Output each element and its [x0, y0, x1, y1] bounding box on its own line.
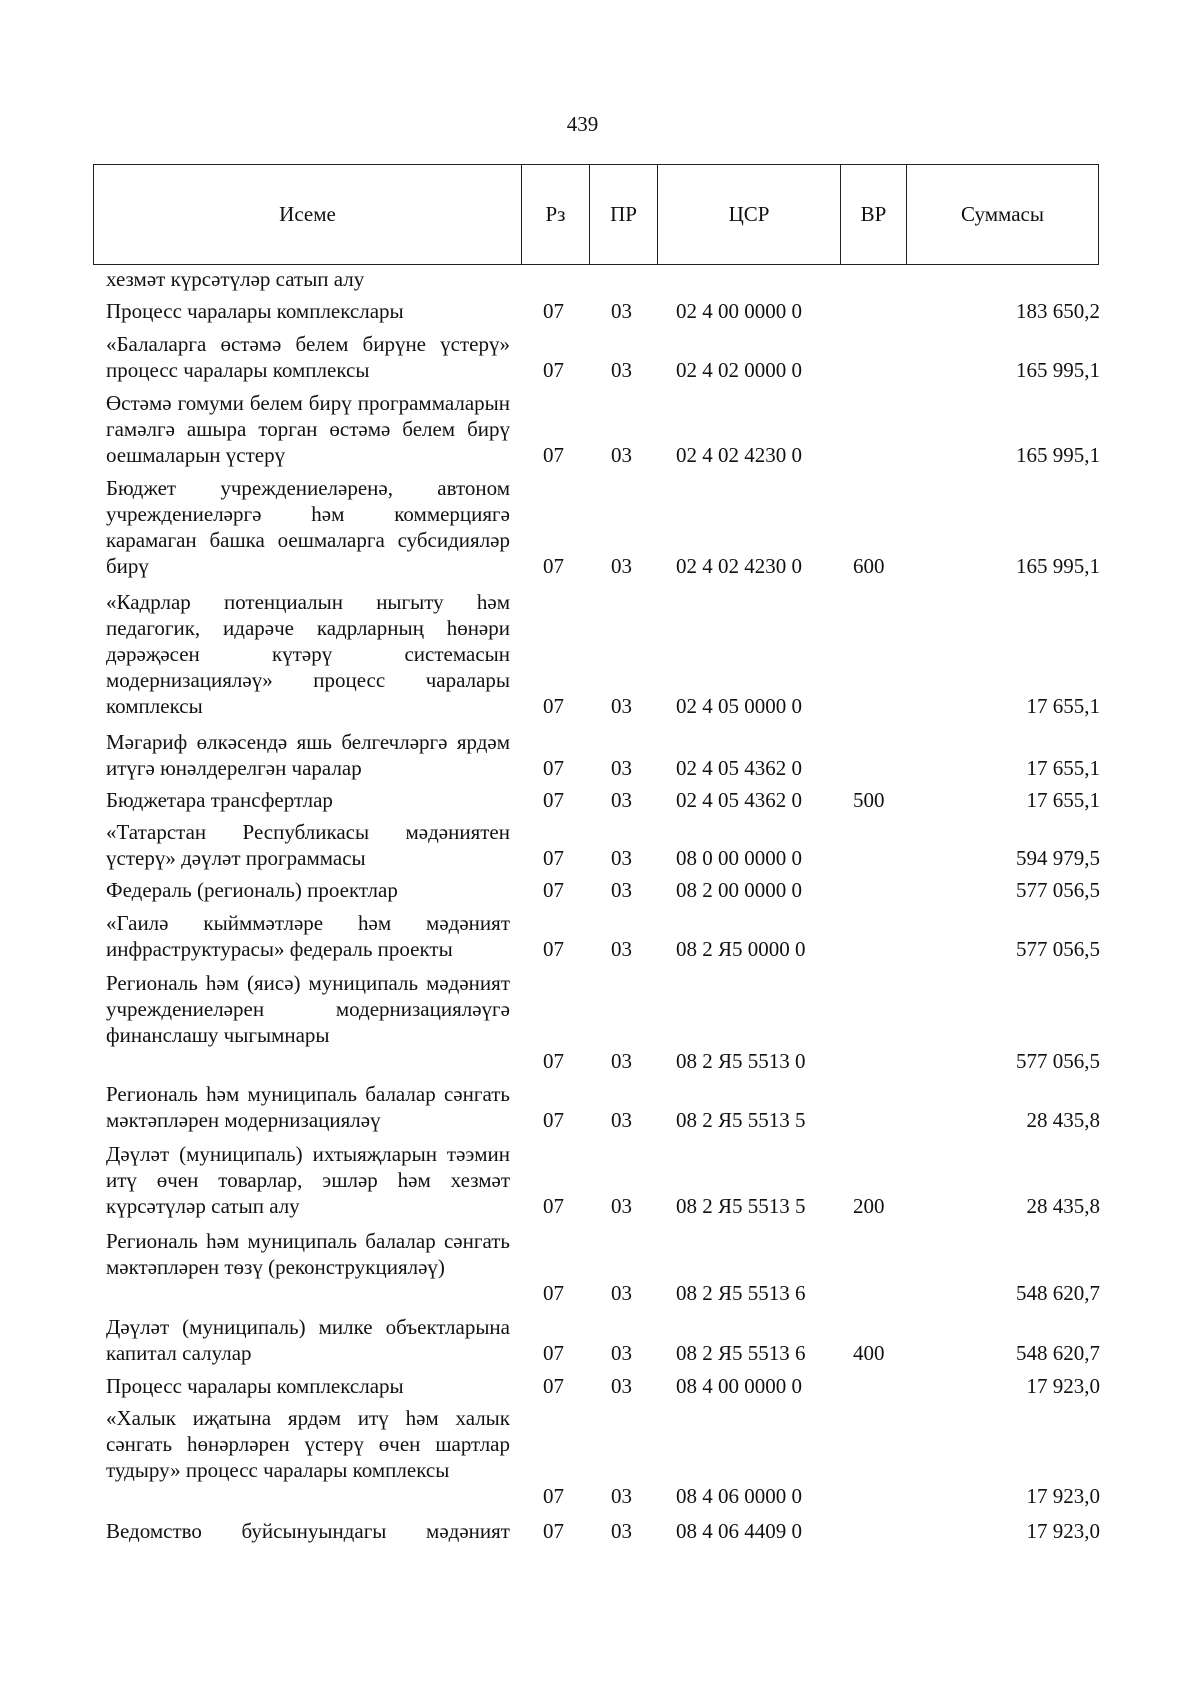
- header-csr: ЦСР: [657, 165, 840, 264]
- row-csr: 08 4 06 4409 0: [676, 1519, 802, 1543]
- table-row: [0, 1314, 1200, 1366]
- table-row: [0, 1405, 1200, 1509]
- row-csr: 08 2 Я5 0000 0: [676, 937, 806, 961]
- row-csr: 08 0 00 0000 0: [676, 846, 802, 870]
- row-sum: 28 435,8: [1026, 1108, 1100, 1132]
- row-rz: 07: [543, 1049, 564, 1073]
- row-pr: 03: [611, 788, 632, 812]
- header-vr: ВР: [840, 165, 906, 264]
- row-name: Ведомство буйсынуындагы мәдәният: [106, 1519, 510, 1543]
- row-vr: 600: [853, 554, 885, 578]
- table-row: [0, 910, 1200, 962]
- row-sum: 183 650,2: [1016, 299, 1100, 323]
- header-sum: Суммасы: [906, 165, 1098, 264]
- row-rz: 07: [543, 1374, 564, 1398]
- row-pr: 03: [611, 1519, 632, 1543]
- table-row: [0, 1081, 1200, 1133]
- row-name: Федераль (региональ) проектлар: [106, 878, 398, 902]
- row-csr: 02 4 00 0000 0: [676, 299, 802, 323]
- row-name: Процесс чаралары комплекслары: [106, 1374, 404, 1398]
- row-sum: 17 923,0: [1026, 1484, 1100, 1508]
- row-csr: 08 2 Я5 5513 0: [676, 1049, 806, 1073]
- row-csr: 08 2 Я5 5513 5: [676, 1194, 806, 1218]
- row-name: Дәүләт (муниципаль) ихтыяҗларын тәэмин итү өчен товарлар, эшләр һәм хезмәт күрсәтүләр сатып алу: [106, 1142, 510, 1218]
- row-name: Региональ һәм муниципаль балалар сәнгать мәктәпләрен модернизацияләү: [106, 1082, 510, 1132]
- row-pr: 03: [611, 1108, 632, 1132]
- row-csr: 02 4 05 0000 0: [676, 694, 802, 718]
- table-row: [0, 970, 1200, 1074]
- row-pr: 03: [611, 443, 632, 467]
- row-rz: 07: [543, 299, 564, 323]
- row-sum: 577 056,5: [1016, 937, 1100, 961]
- row-pr: 03: [611, 299, 632, 323]
- row-pr: 03: [611, 694, 632, 718]
- table-row: [0, 787, 1200, 813]
- row-pr: 03: [611, 878, 632, 902]
- row-name: Дәүләт (муниципаль) милке объектларына капитал салулар: [106, 1315, 510, 1365]
- row-pr: 03: [611, 937, 632, 961]
- row-sum: 577 056,5: [1016, 1049, 1100, 1073]
- row-sum: 17 655,1: [1026, 788, 1100, 812]
- row-sum: 17 923,0: [1026, 1519, 1100, 1543]
- table-row: [0, 1228, 1200, 1306]
- row-rz: 07: [543, 1281, 564, 1305]
- row-pr: 03: [611, 756, 632, 780]
- row-name: Бюджетара трансфертлар: [106, 788, 333, 812]
- row-csr: 02 4 05 4362 0: [676, 788, 802, 812]
- row-csr: 08 4 06 0000 0: [676, 1484, 802, 1508]
- row-rz: 07: [543, 554, 564, 578]
- row-rz: 07: [543, 937, 564, 961]
- table-row: [0, 1141, 1200, 1219]
- table-row: [0, 298, 1200, 324]
- row-sum: 17 655,1: [1026, 694, 1100, 718]
- header-name: Исеме: [279, 202, 336, 226]
- row-pr: 03: [611, 1194, 632, 1218]
- row-sum: 28 435,8: [1026, 1194, 1100, 1218]
- row-name: Бюджет учреждениеләренә, автоном учреждениеләргә һәм коммерциягә карамаган башка оешмаларга субсидияләр бирү: [106, 476, 510, 578]
- row-rz: 07: [543, 1194, 564, 1218]
- row-csr: 02 4 02 4230 0: [676, 443, 802, 467]
- table-row: [0, 475, 1200, 579]
- row-name: хезмәт күрсәтүләр сатып алу: [106, 267, 365, 291]
- row-name: Региональ һәм муниципаль балалар сәнгать мәктәпләрен төзү (реконструкцияләү): [106, 1229, 510, 1279]
- row-sum: 577 056,5: [1016, 878, 1100, 902]
- row-csr: 02 4 05 4362 0: [676, 756, 802, 780]
- row-sum: 548 620,7: [1016, 1281, 1100, 1305]
- row-sum: 165 995,1: [1016, 554, 1100, 578]
- row-name: Региональ һәм (яисә) муниципаль мәдәният учреждениеләрен модернизацияләүгә финанслашу чыгымнары: [106, 971, 510, 1047]
- table-row: [0, 331, 1200, 383]
- row-rz: 07: [543, 878, 564, 902]
- table-row: [0, 1373, 1200, 1399]
- row-pr: 03: [611, 358, 632, 382]
- row-rz: 07: [543, 1341, 564, 1365]
- table-row: [0, 1518, 1200, 1544]
- row-name: «Халык иҗатына ярдәм итү һәм халык сәнгать һөнәрләрен үстерү өчен шартлар тудыру» процесс чаралары комплексы: [106, 1406, 510, 1482]
- row-pr: 03: [611, 1049, 632, 1073]
- row-csr: 02 4 02 4230 0: [676, 554, 802, 578]
- row-name: «Балаларга өстәмә белем бирүне үстерү» процесс чаралары комплексы: [106, 332, 510, 382]
- table-row: [0, 819, 1200, 871]
- header-rz: Рз: [521, 165, 589, 264]
- row-pr: 03: [611, 1341, 632, 1365]
- row-sum: 165 995,1: [1016, 358, 1100, 382]
- row-rz: 07: [543, 694, 564, 718]
- row-csr: 08 2 Я5 5513 6: [676, 1341, 806, 1365]
- table-row: [0, 266, 1200, 292]
- row-name: Процесс чаралары комплекслары: [106, 299, 404, 323]
- row-csr: 08 2 Я5 5513 6: [676, 1281, 806, 1305]
- row-vr: 200: [853, 1194, 885, 1218]
- row-sum: 548 620,7: [1016, 1341, 1100, 1365]
- table-row: [0, 729, 1200, 781]
- row-vr: 500: [853, 788, 885, 812]
- row-sum: 17 655,1: [1026, 756, 1100, 780]
- row-name: Мәгариф өлкәсендә яшь белгечләргә ярдәм итүгә юнәлдерелгән чаралар: [106, 730, 510, 780]
- table-header: [93, 164, 1099, 265]
- row-name: Өстәмә гомуми белем бирү программаларын гамәлгә ашыра торган өстәмә белем бирү оешмаларын үстерү: [106, 391, 510, 467]
- row-sum: 165 995,1: [1016, 443, 1100, 467]
- row-csr: 08 2 Я5 5513 5: [676, 1108, 806, 1132]
- row-rz: 07: [543, 1108, 564, 1132]
- header-pr: ПР: [589, 165, 657, 264]
- row-name: «Татарстан Республикасы мәдәниятен үстерү» дәүләт программасы: [106, 820, 510, 870]
- row-rz: 07: [543, 846, 564, 870]
- row-rz: 07: [543, 443, 564, 467]
- row-pr: 03: [611, 1484, 632, 1508]
- row-csr: 02 4 02 0000 0: [676, 358, 802, 382]
- row-rz: 07: [543, 1519, 564, 1543]
- row-pr: 03: [611, 1374, 632, 1398]
- row-name: «Гаилә кыйммәтләре һәм мәдәният инфраструктурасы» федераль проекты: [106, 911, 510, 961]
- page-number: 439: [566, 112, 599, 136]
- row-rz: 07: [543, 788, 564, 812]
- table-row: [0, 877, 1200, 903]
- table-row: [0, 390, 1200, 468]
- table-row: [0, 589, 1200, 719]
- row-pr: 03: [611, 846, 632, 870]
- row-csr: 08 2 00 0000 0: [676, 878, 802, 902]
- row-pr: 03: [611, 1281, 632, 1305]
- row-csr: 08 4 00 0000 0: [676, 1374, 802, 1398]
- row-sum: 594 979,5: [1016, 846, 1100, 870]
- row-pr: 03: [611, 554, 632, 578]
- row-name: «Кадрлар потенциалын ныгыту һәм педагогик, идарәче кадрларның һөнәри дәрәҗәсен күтәрү системасын модернизацияләү» процесс чаралары комплексы: [106, 590, 510, 718]
- row-rz: 07: [543, 756, 564, 780]
- row-sum: 17 923,0: [1026, 1374, 1100, 1398]
- row-rz: 07: [543, 358, 564, 382]
- row-rz: 07: [543, 1484, 564, 1508]
- row-vr: 400: [853, 1341, 885, 1365]
